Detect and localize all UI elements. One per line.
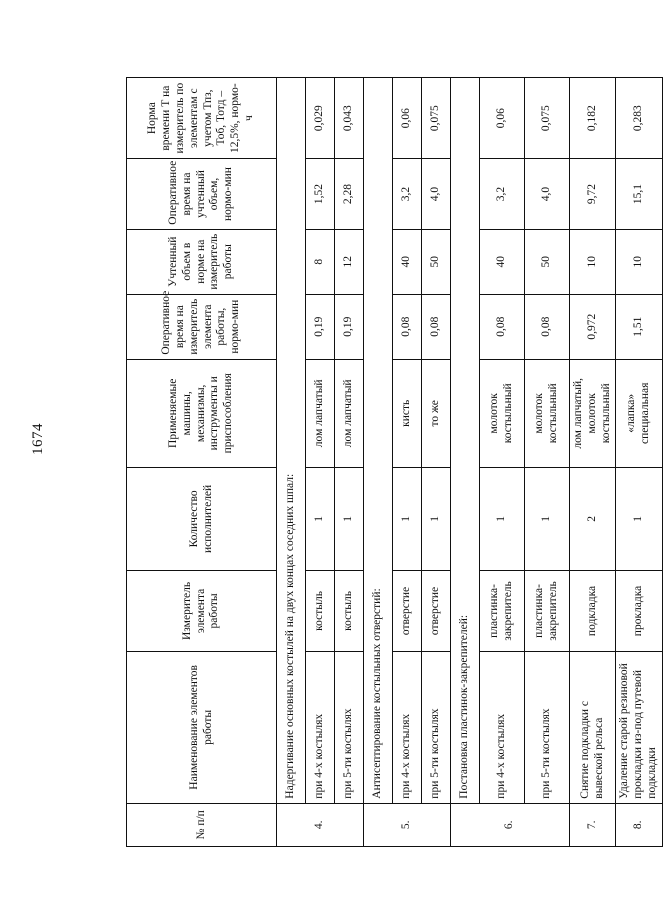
cell-op-volume: 1,52 <box>306 159 335 229</box>
cell-workers: 1 <box>616 467 662 570</box>
section-title: Постановка пластинок-закрепителей: <box>451 78 480 804</box>
table-row <box>306 78 335 847</box>
cell-tools: кисть <box>393 359 422 467</box>
cell-name: при 5-ти костылях <box>525 652 570 804</box>
cell-op-time: 0,08 <box>393 294 422 359</box>
cell-norm: 0,043 <box>335 78 364 159</box>
cell-name: при 4-х костылях <box>480 652 525 804</box>
table-row <box>451 78 480 847</box>
table-row <box>570 78 616 847</box>
cell-op-volume: 3,2 <box>393 159 422 229</box>
cell-volume: 40 <box>393 229 422 294</box>
cell-volume: 10 <box>570 229 616 294</box>
cell-name: при 5-ти костылях <box>335 652 364 804</box>
cell-workers: 1 <box>306 467 335 570</box>
cell-op-time: 0,08 <box>480 294 525 359</box>
cell-op-volume: 15,1 <box>616 159 662 229</box>
table-row <box>335 78 364 847</box>
cell-workers: 1 <box>480 467 525 570</box>
cell-op-volume: 4,0 <box>525 159 570 229</box>
section-title: Надергивание основных костылей на двух концах соседних шпал: <box>277 78 306 804</box>
header-tools: Применяемые машины, механизмы, инструменты и приспособления <box>127 359 277 467</box>
cell-volume: 50 <box>525 229 570 294</box>
page-number: 1674 <box>30 423 46 455</box>
table-row <box>616 78 662 847</box>
cell-tools: «лапка» специальная <box>616 359 662 467</box>
cell-op-time: 0,972 <box>570 294 616 359</box>
cell-name: Удаление старой резиновой прокладки из-под путевой подкладки <box>616 652 662 804</box>
cell-name: при 4-х костылях <box>393 652 422 804</box>
cell-norm: 0,283 <box>616 78 662 159</box>
header-number: № п/п <box>127 803 277 846</box>
table-row <box>480 78 525 847</box>
cell-unit: прокладка <box>616 570 662 651</box>
row-number: 5. <box>364 803 451 846</box>
header-unit: Измеритель элемента работы <box>127 570 277 651</box>
cell-unit: костыль <box>306 570 335 651</box>
cell-tools: лом лапчатый <box>335 359 364 467</box>
cell-volume: 50 <box>422 229 451 294</box>
work-norms-table <box>126 77 663 847</box>
cell-norm: 0,182 <box>570 78 616 159</box>
header-name: Наименование элементов работы <box>127 652 277 804</box>
cell-name: Снятие подкладки с вывеской рельса <box>570 652 616 804</box>
cell-op-time: 1,51 <box>616 294 662 359</box>
cell-tools: молоток костыльный <box>480 359 525 467</box>
cell-tools: лом лапчатый, молоток костыльный <box>570 359 616 467</box>
cell-tools: молоток костыльный <box>525 359 570 467</box>
cell-unit: отверстие <box>422 570 451 651</box>
cell-unit: отверстие <box>393 570 422 651</box>
cell-op-time: 0,19 <box>306 294 335 359</box>
header-volume: Учтенный объем в норме на измеритель работы <box>127 229 277 294</box>
cell-op-time: 0,19 <box>335 294 364 359</box>
cell-unit: пластинка-закрепитель <box>480 570 525 651</box>
section-title: Антисептирование костыльных отверстий: <box>364 78 393 804</box>
cell-unit: костыль <box>335 570 364 651</box>
cell-volume: 40 <box>480 229 525 294</box>
cell-op-time: 0,08 <box>422 294 451 359</box>
row-number: 8. <box>616 803 662 846</box>
cell-tools: то же <box>422 359 451 467</box>
header-workers: Количество исполнителей <box>127 467 277 570</box>
table-row <box>364 78 393 847</box>
cell-norm: 0,06 <box>480 78 525 159</box>
cell-op-volume: 3,2 <box>480 159 525 229</box>
row-number: 6. <box>451 803 570 846</box>
table-row <box>525 78 570 847</box>
cell-norm: 0,029 <box>306 78 335 159</box>
cell-volume: 10 <box>616 229 662 294</box>
header-norm: Норма времени Т на измеритель по элементам с учетом Тпз, Тоб, Тотд – 12,5%, нормо-ч <box>127 78 277 159</box>
cell-volume: 12 <box>335 229 364 294</box>
cell-unit: подкладка <box>570 570 616 651</box>
header-op-volume: Оперативное время на учтенный объем, нормо-мин <box>127 159 277 229</box>
header-op-time: Оперативное время на измеритель элемента работы, нормо-мин <box>127 294 277 359</box>
rotated-table-container <box>126 77 658 847</box>
cell-unit: пластинка-закрепитель <box>525 570 570 651</box>
table-header-row <box>127 78 277 847</box>
cell-op-volume: 4,0 <box>422 159 451 229</box>
cell-workers: 2 <box>570 467 616 570</box>
cell-norm: 0,06 <box>393 78 422 159</box>
cell-workers: 1 <box>525 467 570 570</box>
cell-volume: 8 <box>306 229 335 294</box>
cell-name: при 5-ти костылях <box>422 652 451 804</box>
cell-op-volume: 2,28 <box>335 159 364 229</box>
cell-name: при 4-х костылях <box>306 652 335 804</box>
row-number: 7. <box>570 803 616 846</box>
cell-workers: 1 <box>335 467 364 570</box>
cell-norm: 0,075 <box>422 78 451 159</box>
cell-workers: 1 <box>393 467 422 570</box>
table-row <box>393 78 422 847</box>
cell-op-time: 0,08 <box>525 294 570 359</box>
cell-norm: 0,075 <box>525 78 570 159</box>
cell-workers: 1 <box>422 467 451 570</box>
cell-op-volume: 9,72 <box>570 159 616 229</box>
table-row <box>422 78 451 847</box>
row-number: 4. <box>277 803 364 846</box>
cell-tools: лом лапчатый <box>306 359 335 467</box>
table-row <box>277 78 306 847</box>
